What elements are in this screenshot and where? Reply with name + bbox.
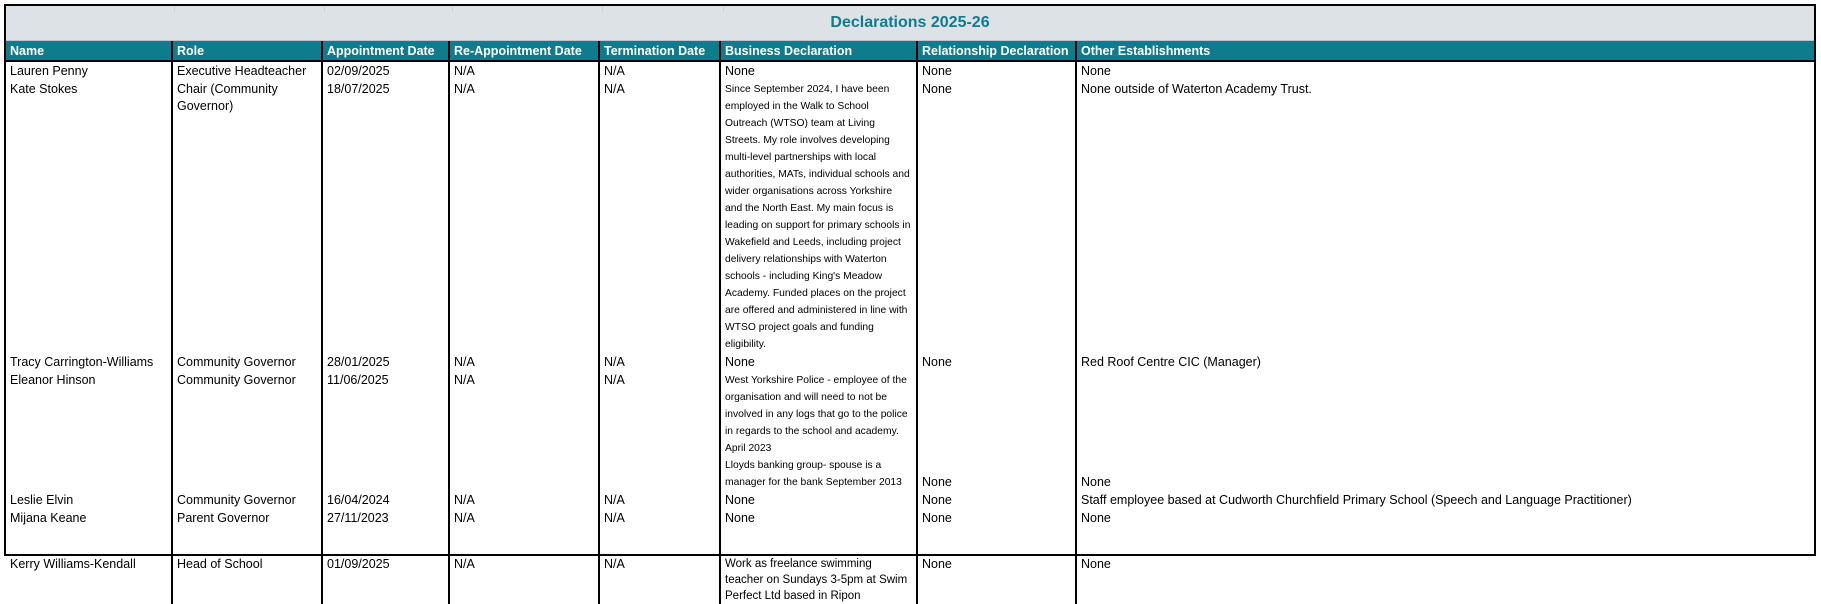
- header-other-establishments[interactable]: Other Establishments: [1076, 41, 1814, 61]
- cell-other-establishments[interactable]: None: [1076, 509, 1814, 555]
- table-row: [6, 353, 1814, 371]
- cell-other-establishments[interactable]: None: [1076, 61, 1814, 80]
- cell-business-declaration[interactable]: None: [720, 353, 917, 371]
- business-declaration-line-2: Lloyds banking group- spouse is a manager for the bank September 2013: [725, 460, 902, 488]
- declarations-sheet: [4, 4, 1816, 602]
- table-row: [6, 80, 1814, 353]
- cell-role[interactable]: Community Governor: [172, 491, 322, 509]
- cell-termination-date[interactable]: N/A: [599, 491, 720, 509]
- table-row: [6, 509, 1814, 555]
- cell-relationship-declaration[interactable]: None: [917, 555, 1076, 604]
- cell-other-establishments[interactable]: None outside of Waterton Academy Trust.: [1076, 80, 1814, 353]
- header-reappointment-date[interactable]: Re-Appointment Date: [449, 41, 599, 61]
- cell-name[interactable]: Lauren Penny: [10, 64, 88, 78]
- other-establishments-value: None: [1081, 475, 1111, 489]
- cell-termination-date[interactable]: N/A: [599, 509, 720, 555]
- cell-role[interactable]: Chair (Community Governor): [172, 80, 322, 353]
- cell-reappointment-date[interactable]: N/A: [449, 353, 599, 371]
- cell-appointment-date[interactable]: 27/11/2023: [322, 509, 449, 555]
- cell-reappointment-date[interactable]: N/A: [449, 491, 599, 509]
- cell-role[interactable]: Community Governor: [172, 353, 322, 371]
- cell-name[interactable]: Tracy Carrington-Williams: [10, 355, 154, 369]
- header-termination-date[interactable]: Termination Date: [599, 41, 720, 61]
- cell-business-declaration[interactable]: [720, 371, 917, 491]
- cell-appointment-date[interactable]: 02/09/2025: [322, 61, 449, 80]
- relationship-value: None: [922, 475, 952, 489]
- cell-appointment-date[interactable]: 11/06/2025: [322, 371, 449, 491]
- cell-other-establishments[interactable]: Staff employee based at Cudworth Churchfield Primary School (Speech and Language Practitioner): [1076, 491, 1814, 509]
- cell-reappointment-date[interactable]: N/A: [449, 509, 599, 555]
- cell-name[interactable]: Mijana Keane: [10, 511, 87, 525]
- sheet-title-bar: [6, 6, 1814, 41]
- cell-business-declaration[interactable]: None: [720, 61, 917, 80]
- cell-appointment-date[interactable]: 18/07/2025: [322, 80, 449, 353]
- cell-role[interactable]: Head of School: [172, 555, 322, 604]
- cell-name[interactable]: Eleanor Hinson: [10, 373, 96, 387]
- header-relationship-declaration[interactable]: Relationship Declaration: [917, 41, 1076, 61]
- cell-role[interactable]: Parent Governor: [172, 509, 322, 555]
- header-row: [6, 41, 1814, 61]
- cell-relationship-declaration[interactable]: None: [917, 509, 1076, 555]
- table-row: [6, 61, 1814, 80]
- cell-relationship-declaration[interactable]: None: [917, 491, 1076, 509]
- business-declaration-line-1: West Yorkshire Police - employee of the organisation and will need to not be involved in any logs that go to the police in regards to the school and academy. April 2023: [725, 375, 908, 454]
- cell-termination-date[interactable]: N/A: [599, 555, 720, 604]
- cell-reappointment-date[interactable]: N/A: [449, 371, 599, 491]
- cell-termination-date[interactable]: N/A: [599, 61, 720, 80]
- cell-business-declaration[interactable]: None: [720, 509, 917, 555]
- cell-relationship-declaration[interactable]: None: [917, 353, 1076, 371]
- cell-business-declaration[interactable]: Work as freelance swimming teacher on Sundays 3-5pm at Swim Perfect Ltd based in Ripon: [720, 555, 917, 604]
- declarations-table: [6, 41, 1814, 604]
- cell-relationship-declaration[interactable]: None: [917, 61, 1076, 80]
- cell-other-establishments[interactable]: Red Roof Centre CIC (Manager): [1076, 353, 1814, 371]
- cell-appointment-date[interactable]: 28/01/2025: [322, 353, 449, 371]
- cell-business-declaration[interactable]: None: [720, 491, 917, 509]
- cell-relationship-declaration[interactable]: [917, 371, 1076, 491]
- cell-reappointment-date[interactable]: N/A: [449, 80, 599, 353]
- cell-name[interactable]: Leslie Elvin: [10, 493, 74, 507]
- cell-role[interactable]: Executive Headteacher: [172, 61, 322, 80]
- table-row: [6, 491, 1814, 509]
- cell-role[interactable]: Community Governor: [172, 371, 322, 491]
- cell-appointment-date[interactable]: 16/04/2024: [322, 491, 449, 509]
- cell-termination-date[interactable]: N/A: [599, 371, 720, 491]
- cell-reappointment-date[interactable]: N/A: [449, 555, 599, 604]
- cell-name[interactable]: Kerry Williams-Kendall: [10, 557, 136, 571]
- cell-other-establishments[interactable]: [1076, 371, 1814, 491]
- table-row: [6, 371, 1814, 491]
- header-name[interactable]: Name: [6, 41, 172, 61]
- cell-appointment-date[interactable]: 01/09/2025: [322, 555, 449, 604]
- cell-other-establishments[interactable]: None: [1076, 555, 1814, 604]
- page-title: Declarations 2025-26: [830, 14, 990, 31]
- header-appointment-date[interactable]: Appointment Date: [322, 41, 449, 61]
- header-business-declaration[interactable]: Business Declaration: [720, 41, 917, 61]
- cell-termination-date[interactable]: N/A: [599, 80, 720, 353]
- cell-termination-date[interactable]: N/A: [599, 353, 720, 371]
- cell-relationship-declaration[interactable]: None: [917, 80, 1076, 353]
- cell-business-declaration[interactable]: Since September 2024, I have been employed in the Walk to School Outreach (WTSO) team at Living Streets. My role involves developing multi-level partnerships with local authorities, MATs, individual schools and wider organisations across Yorkshire and the North East. My main focus is leading on support for primary schools in Wakefield and Leeds, including project delivery relationships with Waterton schools - including King's Meadow Academy. Funded places on the project are offered and administered in line with WTSO project goals and funding eligibility.: [720, 80, 917, 353]
- cell-reappointment-date[interactable]: N/A: [449, 61, 599, 80]
- cell-name[interactable]: Kate Stokes: [10, 82, 78, 96]
- header-role[interactable]: Role: [172, 41, 322, 61]
- table-row: [6, 555, 1814, 604]
